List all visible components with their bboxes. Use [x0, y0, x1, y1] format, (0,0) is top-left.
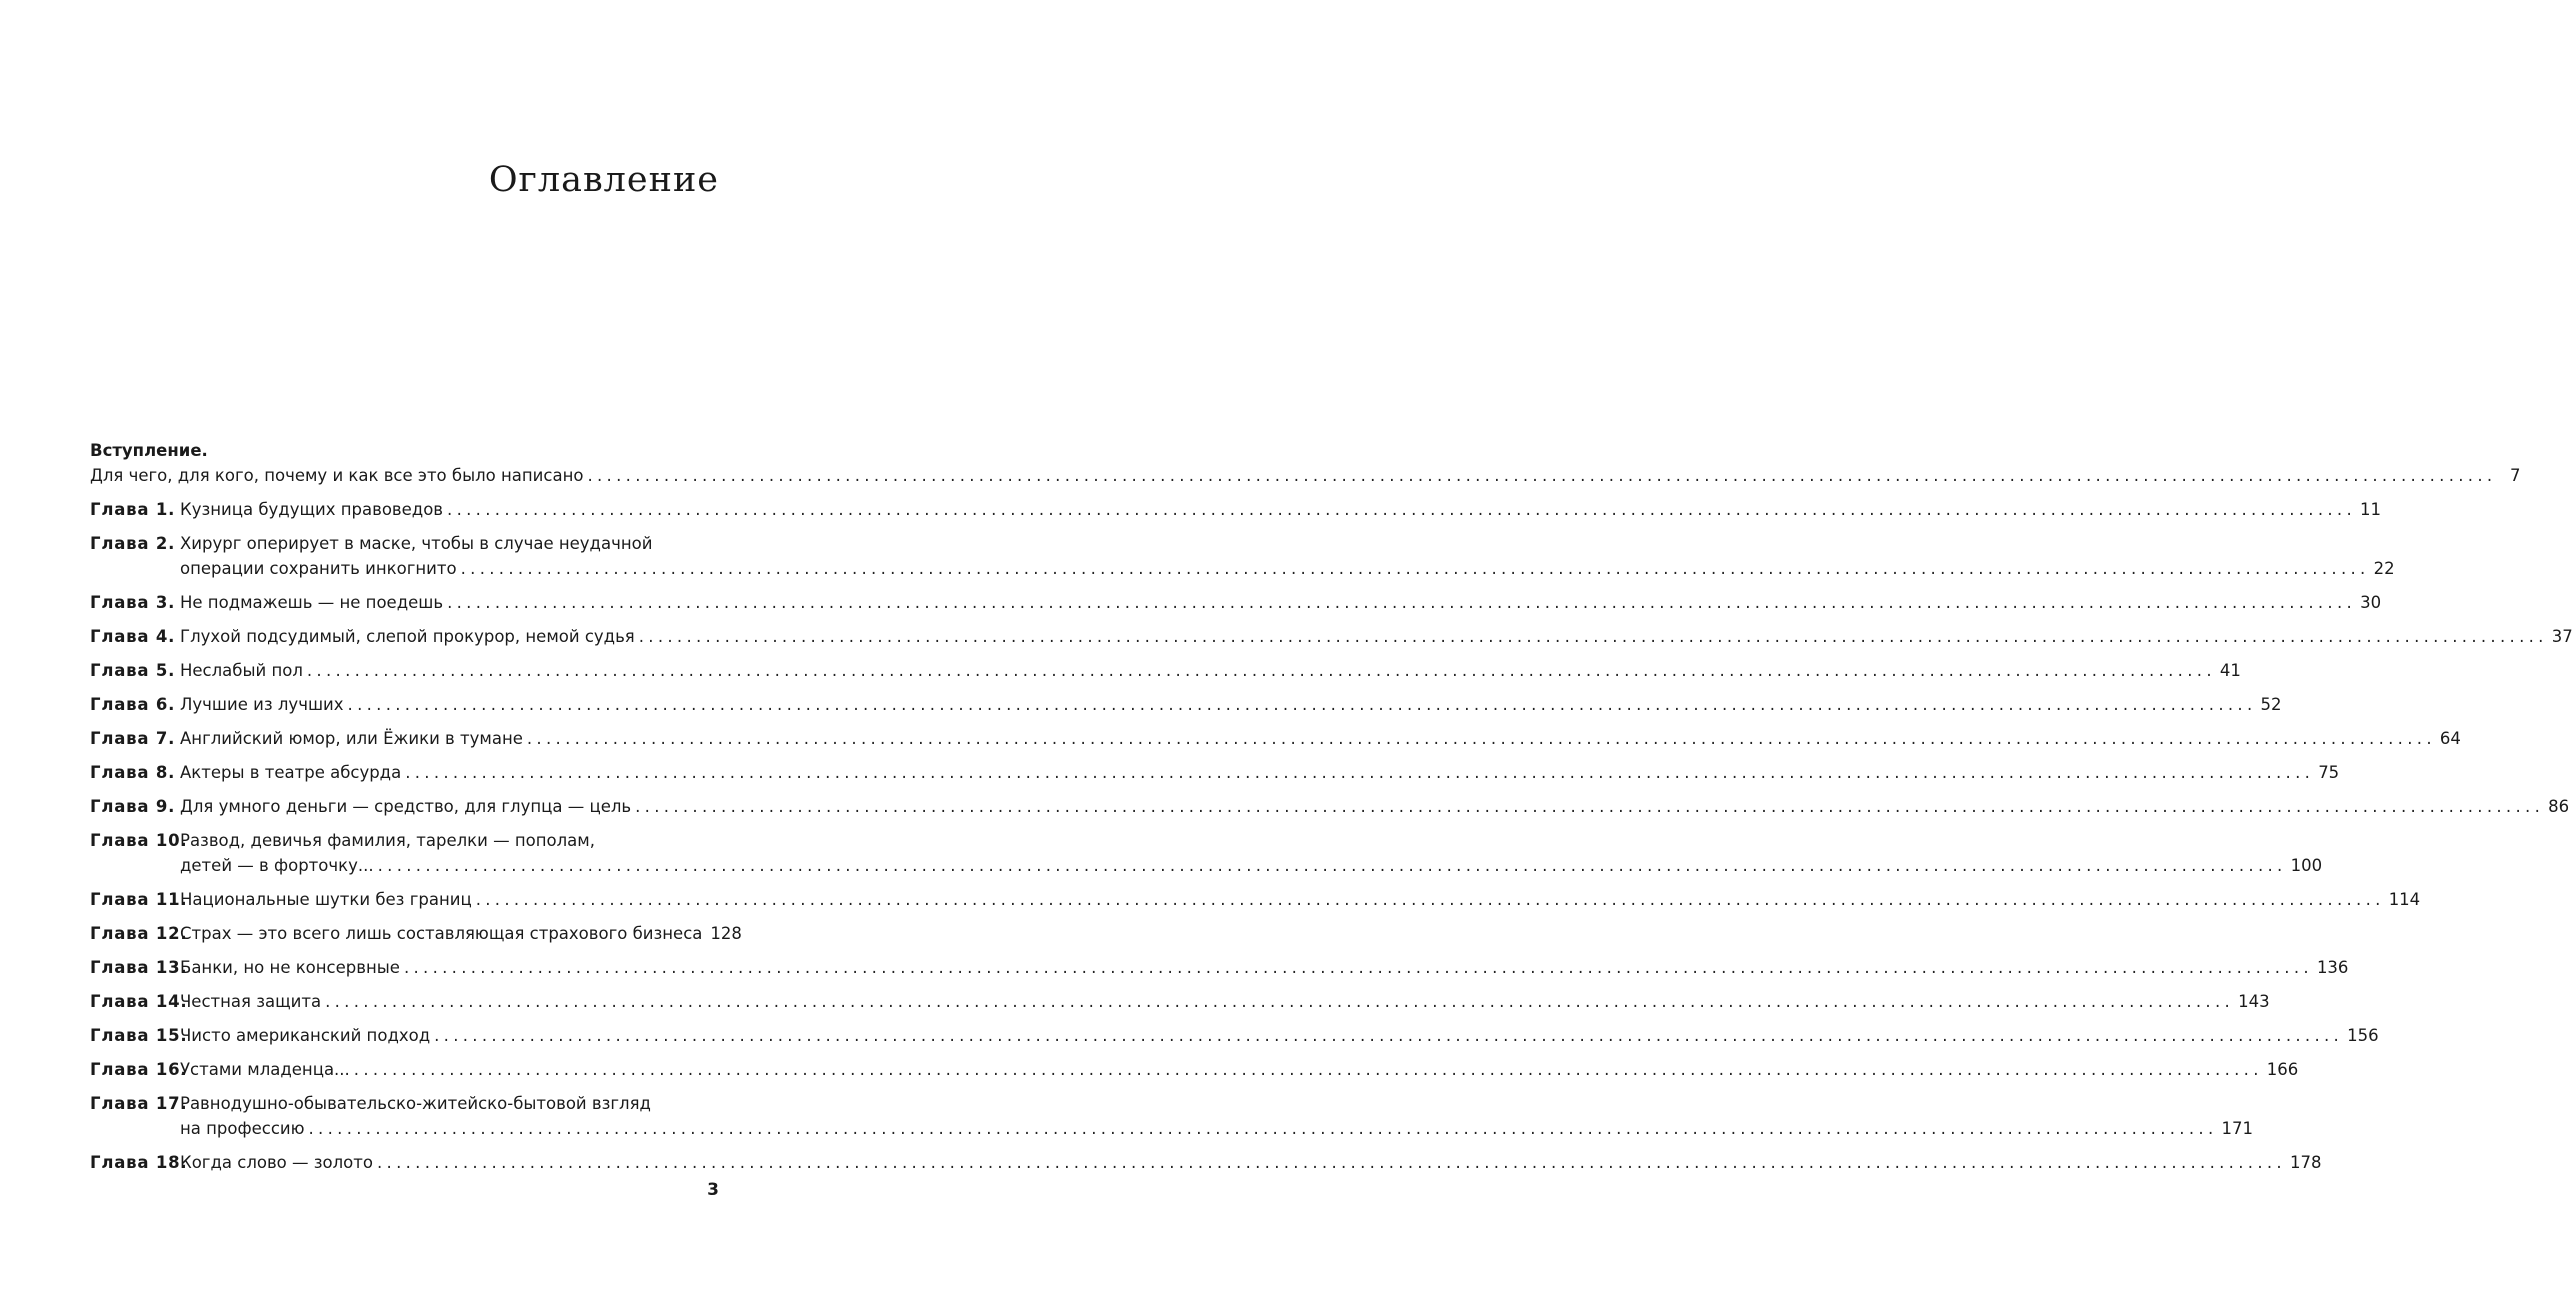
page-number: 3: [707, 1180, 719, 1200]
chapter-title: Актеры в театре абсурда: [180, 763, 402, 782]
dot-leader: ........................................................................................................................................................................................................: [447, 500, 2357, 519]
chapter-title: Развод, девичья фамилия, тарелки — пополам,: [180, 831, 595, 850]
toc-entry-chapter[interactable]: [90, 794, 2570, 819]
chapter-page: 11: [2360, 500, 2382, 519]
toc-line: [180, 726, 2461, 751]
toc-line: [180, 828, 719, 853]
dot-leader: ........................................................................................................................................................................................................: [475, 890, 2385, 909]
toc-line: [180, 887, 2421, 912]
chapter-title: Для умного деньги — средство, для глупца — цель: [180, 797, 632, 816]
chapter-page: 30: [2360, 593, 2382, 612]
chapter-label: Глава 7.: [90, 729, 176, 748]
toc-line: [180, 1023, 2379, 1048]
toc-line: [180, 989, 2270, 1014]
toc-line: [180, 658, 2241, 683]
chapter-label: Глава 13.: [90, 958, 188, 977]
chapter-page: 156: [2347, 1026, 2379, 1045]
dot-leader: ........................................................................................................................................................................................................: [403, 958, 2313, 977]
page-title: Оглавление: [488, 160, 719, 200]
toc-entry-chapter[interactable]: [90, 921, 742, 946]
chapter-label: Глава 18.: [90, 1153, 188, 1172]
intro-title: Для чего, для кого, почему и как все это было написано: [90, 466, 584, 485]
chapter-list: [90, 497, 2573, 1175]
toc-line: [180, 955, 2349, 980]
chapter-label: Глава 5.: [90, 661, 176, 680]
chapter-label: Глава 9.: [90, 797, 176, 816]
intro-label: Вступление.: [90, 441, 208, 460]
chapter-label: Глава 2.: [90, 534, 176, 553]
toc-entry-chapter[interactable]: [90, 1057, 2299, 1082]
chapter-page: 22: [2373, 559, 2395, 578]
chapter-page: 37: [2551, 627, 2573, 646]
dot-leader: ........................................................................................................................................................................................................: [377, 856, 2287, 875]
dot-leader: ........................................................................................................................................................................................................: [405, 763, 2315, 782]
toc-entry-chapter[interactable]: [90, 955, 2349, 980]
chapter-title: Национальные шутки без границ: [180, 890, 472, 909]
toc-entry-chapter[interactable]: [90, 531, 2395, 581]
chapter-title: Устами младенца...: [180, 1060, 350, 1079]
dot-leader: ........................................................................................................................................................................................................: [347, 695, 2257, 714]
chapter-title: Банки, но не консервные: [180, 958, 400, 977]
toc-entry-chapter[interactable]: [90, 624, 2573, 649]
toc-line: [180, 853, 2323, 878]
toc-line: [180, 1150, 2322, 1175]
toc-entry-chapter[interactable]: [90, 497, 2382, 522]
chapter-title: Лучшие из лучших: [180, 695, 344, 714]
toc-line: [180, 497, 2382, 522]
toc-line: [180, 1116, 2253, 1141]
toc-line: [180, 624, 2573, 649]
chapter-label: Глава 8.: [90, 763, 176, 782]
toc-entry-chapter[interactable]: [90, 989, 2270, 1014]
toc-line: [180, 1091, 719, 1116]
toc-entry-chapter[interactable]: [90, 1091, 2253, 1141]
toc-line: [180, 590, 2382, 615]
dot-leader: ........................................................................................................................................................................................................: [635, 797, 2545, 816]
table-of-contents: [90, 438, 2573, 1184]
toc-line: [90, 463, 2521, 488]
chapter-page: 171: [2221, 1119, 2253, 1138]
toc-line: [180, 531, 719, 556]
chapter-page: 52: [2260, 695, 2282, 714]
toc-entry-chapter[interactable]: [90, 828, 2323, 878]
chapter-label: Глава 10.: [90, 831, 188, 850]
chapter-page: 86: [2548, 797, 2570, 816]
chapter-title: детей — в форточку...: [180, 856, 374, 875]
chapter-title: Кузница будущих правоведов: [180, 500, 444, 519]
toc-entry-chapter[interactable]: [90, 658, 2241, 683]
toc-entry-intro[interactable]: [90, 438, 2521, 488]
toc-line: [180, 794, 2570, 819]
chapter-label: Глава 17.: [90, 1094, 188, 1113]
chapter-page: 64: [2439, 729, 2461, 748]
dot-leader: ........................................................................................................................................................................................................: [434, 1026, 2344, 1045]
dot-leader: ........................................................................................................................................................................................................: [638, 627, 2548, 646]
chapter-title: Неслабый пол: [180, 661, 303, 680]
chapter-label: Глава 12.: [90, 924, 188, 943]
chapter-title: Хирург оперирует в маске, чтобы в случае неудачной: [180, 534, 653, 553]
toc-line: [180, 692, 2282, 717]
chapter-title: Честная защита: [180, 992, 322, 1011]
chapter-page: 166: [2266, 1060, 2299, 1079]
dot-leader: ........................................................................................................................................................................................................: [526, 729, 2436, 748]
toc-entry-chapter[interactable]: [90, 590, 2382, 615]
chapter-title: Английский юмор, или Ёжики в тумане: [180, 729, 523, 748]
chapter-page: 41: [2219, 661, 2241, 680]
toc-line: [180, 921, 742, 946]
dot-leader: ........................................................................................................................................................................................................: [353, 1060, 2263, 1079]
chapter-label: Глава 16.: [90, 1060, 188, 1079]
chapter-title: на профессию: [180, 1119, 305, 1138]
dot-leader: ........................................................................................................................................................................................................: [308, 1119, 2218, 1138]
chapter-page: 75: [2318, 763, 2340, 782]
toc-entry-chapter[interactable]: [90, 1023, 2379, 1048]
chapter-page: 136: [2316, 958, 2349, 977]
toc-line: [180, 556, 2395, 581]
dot-leader: ........................................................................................................................................................................................................: [447, 593, 2357, 612]
chapter-page: 100: [2290, 856, 2323, 875]
chapter-label: Глава 15.: [90, 1026, 188, 1045]
dot-leader: ........................................................................................................................................................................................................: [587, 466, 2497, 485]
chapter-title: Чисто американский подход: [180, 1026, 431, 1045]
chapter-page: 114: [2388, 890, 2421, 909]
dot-leader: ........................................................................................................................................................................................................: [376, 1153, 2286, 1172]
dot-leader: ........................................................................................................................................................................................................: [306, 661, 2216, 680]
chapter-label: Глава 11.: [90, 890, 188, 909]
chapter-title: операции сохранить инкогнито: [180, 559, 457, 578]
chapter-page: 128: [710, 924, 742, 943]
chapter-label: Глава 1.: [90, 500, 176, 519]
dot-leader: ........................................................................................................................................................................................................: [325, 992, 2235, 1011]
chapter-label: Глава 4.: [90, 627, 176, 646]
toc-entry-chapter[interactable]: [90, 692, 2282, 717]
chapter-label: Глава 3.: [90, 593, 176, 612]
chapter-title: Страх — это всего лишь составляющая страхового бизнеса: [180, 924, 703, 943]
toc-entry-chapter[interactable]: [90, 760, 2340, 785]
dot-leader: ........................................................................................................................................................................................................: [460, 559, 2370, 578]
chapter-label: Глава 6.: [90, 695, 176, 714]
chapter-page: 143: [2238, 992, 2270, 1011]
chapter-title: Глухой подсудимый, слепой прокурор, немой судья: [180, 627, 635, 646]
toc-line: [180, 760, 2340, 785]
intro-page: 7: [2509, 466, 2521, 485]
toc-entry-chapter[interactable]: [90, 887, 2421, 912]
chapter-page: 178: [2289, 1153, 2322, 1172]
chapter-title: Не подмажешь — не поедешь: [180, 593, 444, 612]
chapter-title: Равнодушно-обывательско-житейско-бытовой взгляд: [180, 1094, 651, 1113]
toc-entry-chapter[interactable]: [90, 726, 2461, 751]
toc-entry-chapter[interactable]: [90, 1150, 2322, 1175]
chapter-title: Когда слово — золото: [180, 1153, 373, 1172]
toc-line: [180, 1057, 2299, 1082]
chapter-label: Глава 14.: [90, 992, 188, 1011]
